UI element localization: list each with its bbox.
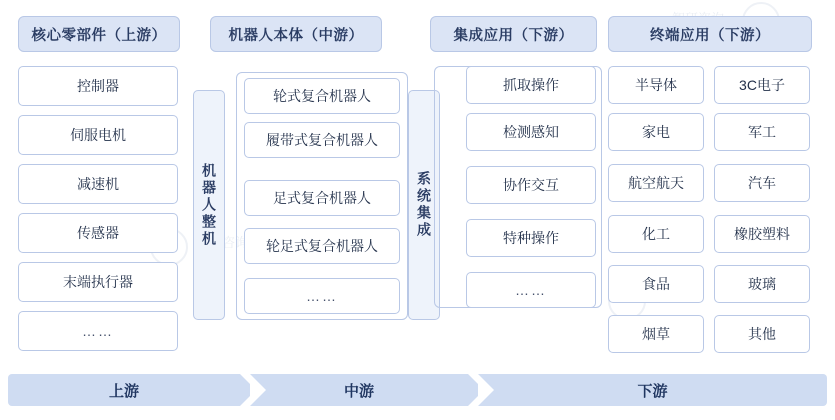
stage-arrow-upstream <box>8 374 240 406</box>
midstream-item: 足式复合机器人 <box>244 180 400 216</box>
stage-arrow-label: 上游 <box>108 382 139 400</box>
upstream-item: 伺服电机 <box>18 115 178 155</box>
column-header-integration: 集成应用（下游） <box>430 16 597 52</box>
terminal-item: 航空航天 <box>608 164 704 202</box>
terminal-item: 食品 <box>608 265 704 303</box>
stage-arrow-band <box>8 374 827 406</box>
terminal-item: 烟草 <box>608 315 704 353</box>
terminal-item: 其他 <box>714 315 810 353</box>
midstream-side-label: 机器人整机 <box>193 90 225 320</box>
terminal-item: 军工 <box>714 113 810 151</box>
terminal-item: 3C电子 <box>714 66 810 104</box>
terminal-item: 玻璃 <box>714 265 810 303</box>
column-header-terminal: 终端应用（下游） <box>608 16 812 52</box>
upstream-item: 减速机 <box>18 164 178 204</box>
terminal-item: 化工 <box>608 215 704 253</box>
column-header-upstream: 核心零部件（上游） <box>18 16 180 52</box>
terminal-item: 汽车 <box>714 164 810 202</box>
upstream-item: 末端执行器 <box>18 262 178 302</box>
integration-item: 检测感知 <box>466 113 596 151</box>
upstream-item: …… <box>18 311 178 351</box>
terminal-item: 半导体 <box>608 66 704 104</box>
upstream-item: 控制器 <box>18 66 178 106</box>
midstream-item: 轮式复合机器人 <box>244 78 400 114</box>
column-header-midstream: 机器人本体（中游） <box>210 16 382 52</box>
integration-item: 抓取操作 <box>466 66 596 104</box>
upstream-item: 传感器 <box>18 213 178 253</box>
terminal-item: 橡胶塑料 <box>714 215 810 253</box>
stage-arrow-label: 下游 <box>637 382 668 400</box>
integration-item: 协作交互 <box>466 166 596 204</box>
midstream-item: 轮足式复合机器人 <box>244 228 400 264</box>
stage-arrow-downstream <box>478 374 827 406</box>
terminal-item: 家电 <box>608 113 704 151</box>
stage-arrow-midstream <box>250 374 468 406</box>
stage-arrow-label: 中游 <box>343 382 374 400</box>
integration-item: …… <box>466 272 596 308</box>
integration-item: 特种操作 <box>466 219 596 257</box>
midstream-item: …… <box>244 278 400 314</box>
integration-side-label: 系统集成 <box>408 90 440 320</box>
midstream-item: 履带式复合机器人 <box>244 122 400 158</box>
